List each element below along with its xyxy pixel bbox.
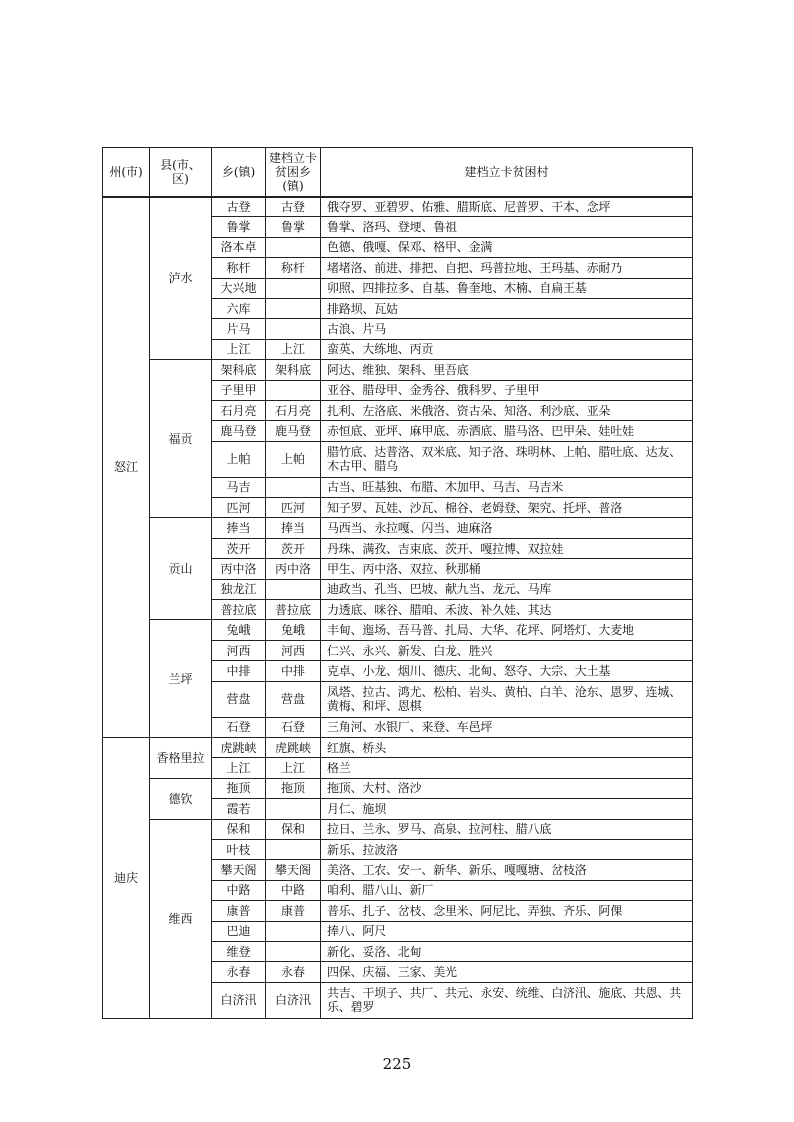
- poor-township-cell: 鹿马登: [266, 421, 321, 441]
- township-cell: 石登: [212, 717, 266, 737]
- table-row: [103, 518, 693, 538]
- township-cell: 大兴地: [212, 278, 266, 298]
- township-cell: 架科底: [212, 360, 266, 380]
- poor-township-cell: 称杆: [266, 258, 321, 278]
- township-cell: 捧当: [212, 518, 266, 538]
- villages-cell: 新乐、拉波洛: [321, 839, 693, 859]
- poor-township-cell: 中路: [266, 880, 321, 900]
- villages-cell: 俄夺罗、亚碧罗、佑雅、腊斯底、尼普罗、干本、念坪: [321, 197, 693, 217]
- township-cell: 中排: [212, 661, 266, 681]
- county-cell: 贡山: [150, 518, 212, 620]
- poor-township-cell: 永春: [266, 962, 321, 982]
- township-cell: 霞若: [212, 799, 266, 819]
- township-cell: 匹河: [212, 498, 266, 518]
- poor-township-cell: [266, 380, 321, 400]
- poor-township-cell: [266, 319, 321, 339]
- villages-cell: 鲁掌、洛玛、登埂、鲁祖: [321, 217, 693, 237]
- poor-township-cell: [266, 278, 321, 298]
- county-cell: 泸水: [150, 197, 212, 360]
- table-row: [103, 737, 693, 757]
- prefecture-cell: 迪庆: [103, 737, 150, 1018]
- township-cell: 永春: [212, 962, 266, 982]
- poor-township-cell: 茨开: [266, 538, 321, 558]
- poor-township-cell: [266, 298, 321, 318]
- table-row: [103, 778, 693, 798]
- township-cell: 虎跳峡: [212, 737, 266, 757]
- poor-township-cell: [266, 839, 321, 859]
- poor-township-cell: [266, 921, 321, 941]
- villages-cell: 格兰: [321, 758, 693, 778]
- county-cell: 香格里拉: [150, 737, 212, 778]
- villages-cell: 力透底、咪谷、腊咱、禾波、补久娃、其达: [321, 600, 693, 620]
- table-body: [103, 197, 693, 1019]
- township-cell: 上江: [212, 339, 266, 359]
- township-cell: 河西: [212, 640, 266, 660]
- township-cell: 上江: [212, 758, 266, 778]
- villages-cell: 腊竹底、达普洛、双米底、知子洛、珠明林、上帕、腊吐底、达友、木古甲、腊乌: [321, 441, 693, 477]
- header-poor-township: 建档立卡贫困乡(镇): [266, 148, 321, 197]
- poor-township-cell: 架科底: [266, 360, 321, 380]
- poor-township-cell: 拖顶: [266, 778, 321, 798]
- poor-township-cell: 营盘: [266, 681, 321, 717]
- poor-township-cell: 古登: [266, 197, 321, 217]
- villages-cell: 甲生、丙中洛、双拉、秋那桶: [321, 559, 693, 579]
- township-cell: 叶枝: [212, 839, 266, 859]
- township-cell: 古登: [212, 197, 266, 217]
- villages-cell: 新化、妥洛、北甸: [321, 941, 693, 961]
- header-prefecture: 州(市): [103, 148, 150, 197]
- table-header-row: [103, 148, 693, 197]
- poor-township-cell: 匹河: [266, 498, 321, 518]
- poor-township-cell: 丙中洛: [266, 559, 321, 579]
- villages-cell: 丰甸、迤场、吾马普、扎局、大华、花坪、阿塔灯、大麦地: [321, 620, 693, 640]
- poor-township-cell: 康普: [266, 901, 321, 921]
- villages-cell: 丹珠、满孜、吉束底、茨开、嘎拉博、双拉娃: [321, 538, 693, 558]
- township-cell: 营盘: [212, 681, 266, 717]
- villages-cell: 拉日、兰永、罗马、高泉、拉河柱、腊八底: [321, 819, 693, 839]
- township-cell: 石月亮: [212, 400, 266, 420]
- table-row: [103, 360, 693, 380]
- poor-township-cell: [266, 237, 321, 257]
- poor-township-cell: [266, 477, 321, 497]
- township-cell: 六库: [212, 298, 266, 318]
- township-cell: 拖顶: [212, 778, 266, 798]
- villages-cell: 美洛、工农、安一、新华、新乐、嘎嘎塘、岔枝洛: [321, 860, 693, 880]
- villages-cell: 排路坝、瓦姑: [321, 298, 693, 318]
- header-poor-villages: 建档立卡贫困村: [321, 148, 693, 197]
- villages-cell: 月仁、施坝: [321, 799, 693, 819]
- township-cell: 巴迪: [212, 921, 266, 941]
- poor-township-cell: [266, 941, 321, 961]
- villages-cell: 色德、俄嘎、保邓、格甲、金满: [321, 237, 693, 257]
- poor-township-cell: 捧当: [266, 518, 321, 538]
- villages-cell: 克卓、小龙、烟川、德庆、北甸、怒夺、大宗、大土基: [321, 661, 693, 681]
- township-cell: 攀天阁: [212, 860, 266, 880]
- township-cell: 茨开: [212, 538, 266, 558]
- township-cell: 称杆: [212, 258, 266, 278]
- villages-cell: 共吉、干坝子、共厂、共元、永安、统维、白济汛、施底、共恩、共乐、碧罗: [321, 982, 693, 1018]
- poor-township-cell: 中排: [266, 661, 321, 681]
- township-cell: 普拉底: [212, 600, 266, 620]
- poor-township-cell: 上江: [266, 758, 321, 778]
- prefecture-cell: 怒江: [103, 197, 150, 738]
- villages-cell: 仁兴、永兴、新发、白龙、胜兴: [321, 640, 693, 660]
- villages-cell: 凤塔、拉古、鸿尤、松柏、岩头、黄柏、白羊、沧东、恩罗、连城、黄梅、和坪、恩棋: [321, 681, 693, 717]
- villages-cell: 知子罗、瓦娃、沙瓦、棉谷、老姆登、架究、托坪、普洛: [321, 498, 693, 518]
- page-number: 225: [382, 1055, 412, 1073]
- poor-township-cell: 攀天阁: [266, 860, 321, 880]
- township-cell: 康普: [212, 901, 266, 921]
- header-township: 乡(镇): [212, 148, 266, 197]
- county-cell: 福贡: [150, 360, 212, 518]
- county-cell: 维西: [150, 819, 212, 1018]
- villages-cell: 咱利、腊八山、新厂: [321, 880, 693, 900]
- villages-cell: 普乐、扎子、岔枝、念里米、阿尼比、弄独、齐乐、阿倮: [321, 901, 693, 921]
- township-cell: 中路: [212, 880, 266, 900]
- poor-township-cell: 兔峨: [266, 620, 321, 640]
- poor-township-cell: 石登: [266, 717, 321, 737]
- county-cell: 兰坪: [150, 620, 212, 738]
- township-cell: 子里甲: [212, 380, 266, 400]
- villages-cell: 赤恒底、亚坪、麻甲底、赤洒底、腊马洛、巴甲朵、娃吐娃: [321, 421, 693, 441]
- township-cell: 马吉: [212, 477, 266, 497]
- poor-township-cell: 上江: [266, 339, 321, 359]
- villages-cell: 亚谷、腊母甲、金秀谷、俄科罗、子里甲: [321, 380, 693, 400]
- township-cell: 独龙江: [212, 579, 266, 599]
- header-county: 县(市、区): [150, 148, 212, 197]
- villages-cell: 古当、旺基独、布腊、木加甲、马吉、马吉米: [321, 477, 693, 497]
- poor-township-cell: [266, 799, 321, 819]
- villages-cell: 古浪、片马: [321, 319, 693, 339]
- villages-cell: 迪政当、孔当、巴坡、献九当、龙元、马库: [321, 579, 693, 599]
- poor-township-cell: 上帕: [266, 441, 321, 477]
- poor-township-cell: [266, 579, 321, 599]
- table-row: [103, 197, 693, 217]
- villages-cell: 堵堵洛、前进、排把、自把、玛普拉地、王玛基、赤耐乃: [321, 258, 693, 278]
- poor-township-cell: 保和: [266, 819, 321, 839]
- villages-cell: 扎利、左洛底、米俄洛、资古朵、知洛、利沙底、亚朵: [321, 400, 693, 420]
- villages-cell: 四保、庆福、三家、美光: [321, 962, 693, 982]
- township-cell: 洛本卓: [212, 237, 266, 257]
- township-cell: 兔峨: [212, 620, 266, 640]
- villages-cell: 卯照、四排拉多、自基、鲁奎地、木楠、自扁王基: [321, 278, 693, 298]
- villages-cell: 捧八、阿尺: [321, 921, 693, 941]
- township-cell: 丙中洛: [212, 559, 266, 579]
- poor-township-cell: 石月亮: [266, 400, 321, 420]
- township-cell: 片马: [212, 319, 266, 339]
- poverty-township-table: [102, 147, 693, 1019]
- poor-township-cell: 白济汛: [266, 982, 321, 1018]
- poor-township-cell: 虎跳峡: [266, 737, 321, 757]
- villages-cell: 马西当、永拉嘎、闪当、迪麻洛: [321, 518, 693, 538]
- poor-township-cell: 河西: [266, 640, 321, 660]
- table-row: [103, 620, 693, 640]
- villages-cell: 红旗、桥头: [321, 737, 693, 757]
- township-cell: 鹿马登: [212, 421, 266, 441]
- villages-cell: 阿达、维独、架科、里吾底: [321, 360, 693, 380]
- township-cell: 白济汛: [212, 982, 266, 1018]
- table-row: [103, 819, 693, 839]
- villages-cell: 拖顶、大村、洛沙: [321, 778, 693, 798]
- poor-township-cell: 鲁掌: [266, 217, 321, 237]
- villages-cell: 蛮英、大练地、丙贡: [321, 339, 693, 359]
- township-cell: 鲁掌: [212, 217, 266, 237]
- villages-cell: 三角河、水银厂、来登、车邑坪: [321, 717, 693, 737]
- county-cell: 德钦: [150, 778, 212, 819]
- township-cell: 保和: [212, 819, 266, 839]
- poor-township-cell: 普拉底: [266, 600, 321, 620]
- township-cell: 维登: [212, 941, 266, 961]
- township-cell: 上帕: [212, 441, 266, 477]
